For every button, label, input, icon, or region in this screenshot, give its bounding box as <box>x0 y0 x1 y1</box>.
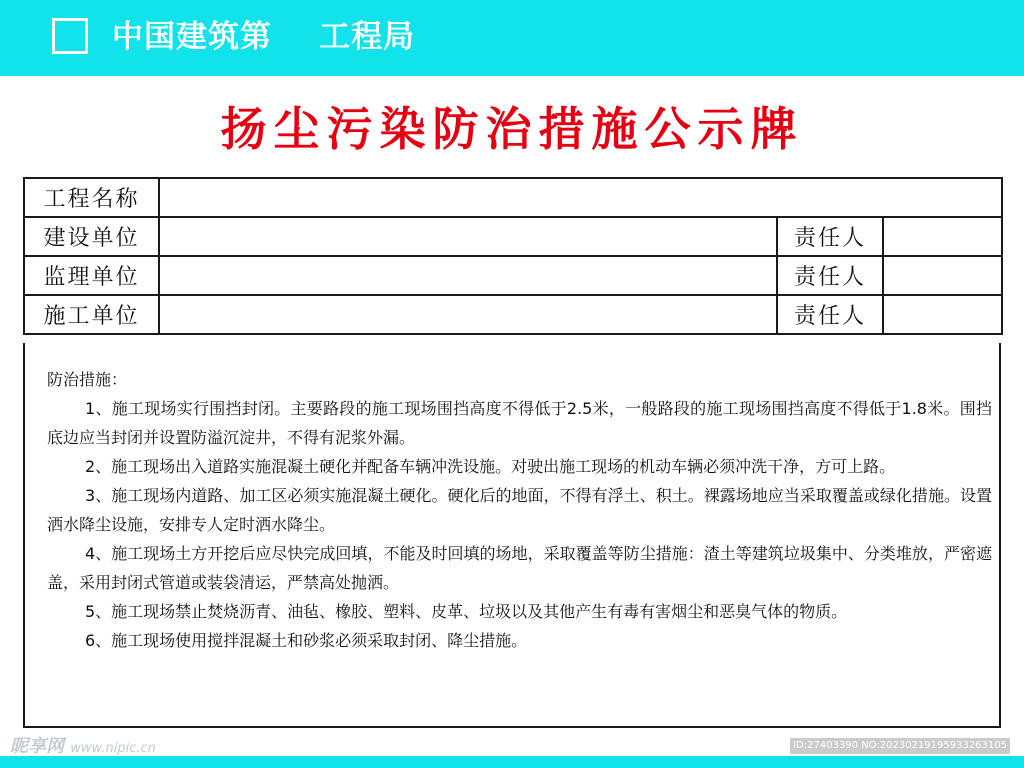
measure-item: 4、施工现场土方开挖后应尽快完成回填，不能及时回填的场地，采取覆盖等防尘措施：渣土等建筑垃圾集中、分类堆放，严密遮盖，采用封闭式管道或装袋清运，严禁高处抛洒。 <box>47 544 992 592</box>
field-value-project-name <box>159 178 1002 217</box>
field-value-developer <box>159 217 777 256</box>
field-label-project-name: 工程名称 <box>24 178 159 217</box>
project-info-table <box>23 177 1003 335</box>
field-value-supervisor <box>159 256 777 295</box>
measure-item: 3、施工现场内道路、加工区必须实施混凝土硬化。硬化后的地面，不得有浮土、积土。裸露场地应当采取覆盖或绿化措施。设置洒水降尘设施，安排专人定时洒水降尘。 <box>47 486 992 534</box>
field-value-supervisor-contact <box>883 256 1002 295</box>
measures-heading: 防治措施： <box>47 370 128 389</box>
field-label-supervisor-contact: 责任人 <box>777 256 883 295</box>
company-name: 中国建筑第 工程局 <box>112 19 416 55</box>
watermark-url: www.nipic.cn <box>70 741 156 756</box>
page-title: 扬尘污染防治措施公示牌 <box>220 102 804 156</box>
measure-item: 5、施工现场禁止焚烧沥青、油毡、橡胶、塑料、皮革、垃圾以及其他产生有毒有害烟尘和恶臭气体的物质。 <box>85 602 848 621</box>
field-label-contractor: 施工单位 <box>24 295 159 334</box>
measure-item: 2、施工现场出入道路实施混凝土硬化并配备车辆冲洗设施。对驶出施工现场的机动车辆必须冲洗干净，方可上路。 <box>85 457 896 476</box>
watermark-brand: 昵享网 <box>10 736 64 757</box>
field-label-developer-contact: 责任人 <box>777 217 883 256</box>
field-label-supervisor: 监理单位 <box>24 256 159 295</box>
table-row <box>24 256 1002 295</box>
image-id-label: ID:27403390 NO:20230219195933263105 <box>790 738 1010 754</box>
measure-item: 6、施工现场使用搅拌混凝土和砂浆必须采取封闭、降尘措施。 <box>85 631 528 650</box>
measure-item: 1、施工现场实行围挡封闭。主要路段的施工现场围挡高度不得低于2.5米，一般路段的施工现场围挡高度不得低于1.8米。围挡底边应当封闭并设置防溢沉淀井，不得有泥浆外漏。 <box>47 399 992 447</box>
field-value-developer-contact <box>883 217 1002 256</box>
table-row <box>24 178 1002 217</box>
watermark <box>10 735 156 759</box>
field-value-contractor <box>159 295 777 334</box>
table-row <box>24 295 1002 334</box>
logo-square-icon <box>52 18 88 54</box>
measures-panel <box>23 343 1001 728</box>
table-row <box>24 217 1002 256</box>
field-value-contractor-contact <box>883 295 1002 334</box>
field-label-developer: 建设单位 <box>24 217 159 256</box>
field-label-contractor-contact: 责任人 <box>777 295 883 334</box>
header-band <box>0 0 1024 76</box>
